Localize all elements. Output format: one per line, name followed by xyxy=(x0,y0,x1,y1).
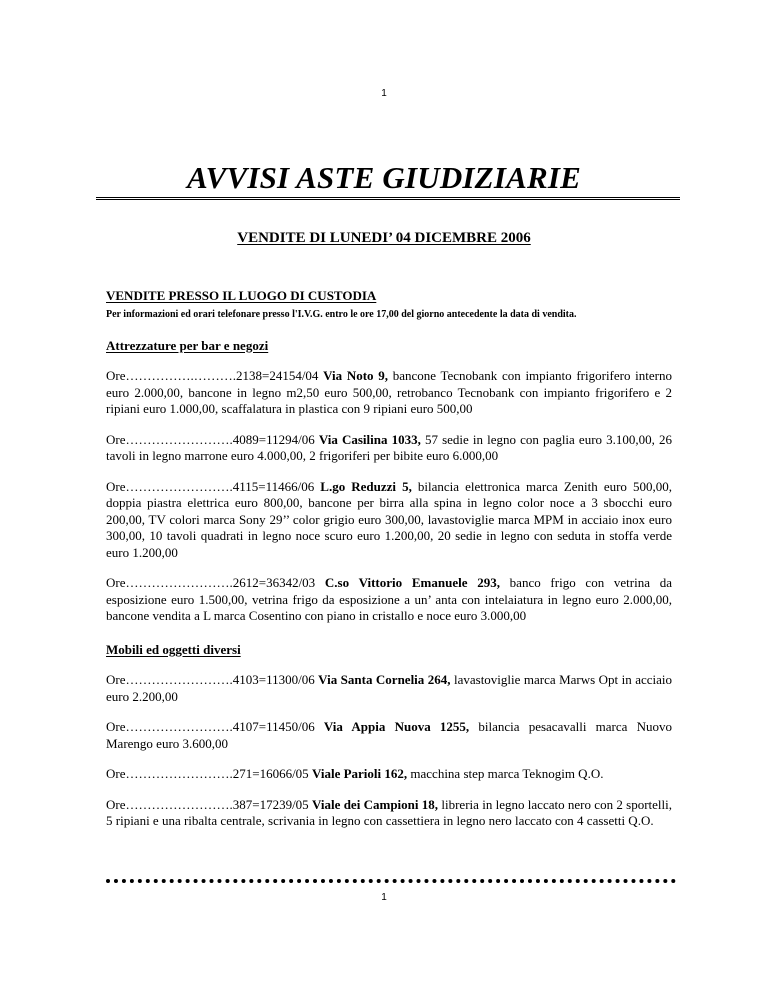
lot-address: Via Santa Cornelia 264, xyxy=(318,672,451,687)
auction-lot xyxy=(106,766,672,783)
subtitle-text: VENDITE DI LUNEDI’ 04 DICEMBRE 2006 xyxy=(237,230,531,246)
lot-address: Via Noto 9, xyxy=(323,368,388,383)
lot-description: bancone Tecnobank con impianto frigorifero interno euro 2.000,00, bancone in legno m2,50 euro 500,00, retrobanco Tecnobank con impianto frigorifero e 2 ripiani euro 1.000,00, scaffalatura in plastica con 9 ripiani euro 500,00 xyxy=(106,368,672,416)
auction-lot xyxy=(106,797,672,830)
auction-lot xyxy=(106,719,672,752)
auction-lot xyxy=(106,575,672,625)
lot-description: macchina step marca Teknogim Q.O. xyxy=(410,766,604,781)
lot-address: Viale Parioli 162, xyxy=(311,766,408,781)
category-title: Mobili ed oggetti diversi xyxy=(106,641,241,657)
lot-address: L.go Reduzzi 5, xyxy=(320,478,412,494)
category-title: Attrezzature per bar e negozi xyxy=(106,337,269,353)
lot-ore-code: Ore…………………….387=17239/05 xyxy=(106,796,309,812)
lot-description: 57 sedie in legno con paglia euro 3.100,00, 26 tavoli in legno marrone euro 4.000,00, 2 frigoriferi per bibite euro 6.000,00 xyxy=(106,431,673,463)
auction-lot xyxy=(106,432,672,465)
title-double-rule xyxy=(96,197,680,200)
lot-address: C.so Vittorio Emanuele 293, xyxy=(324,575,500,590)
page-number-top: 1 xyxy=(381,88,387,99)
lot-address: Viale dei Campioni 18, xyxy=(312,796,439,812)
lot-ore-code: Ore…………………….2612=36342/03 xyxy=(106,575,316,590)
section-info-note: Per informazioni ed orari telefonare presso l'I.V.G. entro le ore 17,00 del giorno antecedente la data di vendita. xyxy=(106,308,577,320)
lot-ore-code: Ore…………………….4103=11300/06 xyxy=(106,672,315,687)
lot-description: libreria in legno laccato nero con 2 sportelli, 5 ripiani e una ribalta centrale, scrivania in legno con cassettiera in legno nero laccato con 4 cassetti Q.O. xyxy=(106,796,673,828)
lot-description: lavastoviglie marca Marws Opt in acciaio euro 2.200,00 xyxy=(106,672,673,704)
lot-address: Via Casilina 1033, xyxy=(318,431,421,447)
lot-ore-code: Ore…………………….4089=11294/06 xyxy=(106,431,315,447)
auction-lot xyxy=(106,368,672,418)
lot-ore-code: Ore…………………….271=16066/05 xyxy=(106,766,309,781)
lot-description: bilancia pesacavalli marca Nuovo Marengo euro 3.600,00 xyxy=(106,719,672,751)
lot-address: Via Appia Nuova 1255, xyxy=(323,719,470,734)
lot-description: banco frigo con vetrina da esposizione euro 1.500,00, vetrina frigo da esposizione a un’ anta con intelaiatura in legno euro 2.000,00, bancone vendita a L marca Cosentino con piano in cristallo e noce euro 3.000,00 xyxy=(106,575,672,623)
lot-ore-code: Ore…………………….4115=11466/06 xyxy=(106,478,315,494)
section-title: VENDITE PRESSO IL LUOGO DI CUSTODIA xyxy=(106,288,377,303)
page-subtitle xyxy=(0,230,768,247)
page-number-bottom: 1 xyxy=(381,892,387,903)
auction-listing xyxy=(106,288,672,830)
footer-dotted-rule xyxy=(106,879,676,883)
auction-lot xyxy=(106,672,672,705)
lot-description: bilancia elettronica marca Zenith euro 500,00, doppia piastra elettrica euro 800,00, bancone per birra alla spina in legno color noce a 3 sbocchi euro 200,00, TV colori marca Sony 29’’ color grigio euro 300,00, lavastoviglie marca MPM in acciaio inox euro 300,00, 10 tavoli quadrati in legno noce scuro euro 1.200,00, 20 sedie in legno con seduta in stoffa verde euro 1.200,00 xyxy=(106,478,672,560)
lot-ore-code: Ore…………………….4107=11450/06 xyxy=(106,719,315,734)
auction-lot xyxy=(106,479,672,562)
lot-ore-code: Ore…………….……….2138=24154/04 xyxy=(106,368,319,383)
page-title: AVVISI ASTE GIUDIZIARIE xyxy=(187,160,581,195)
